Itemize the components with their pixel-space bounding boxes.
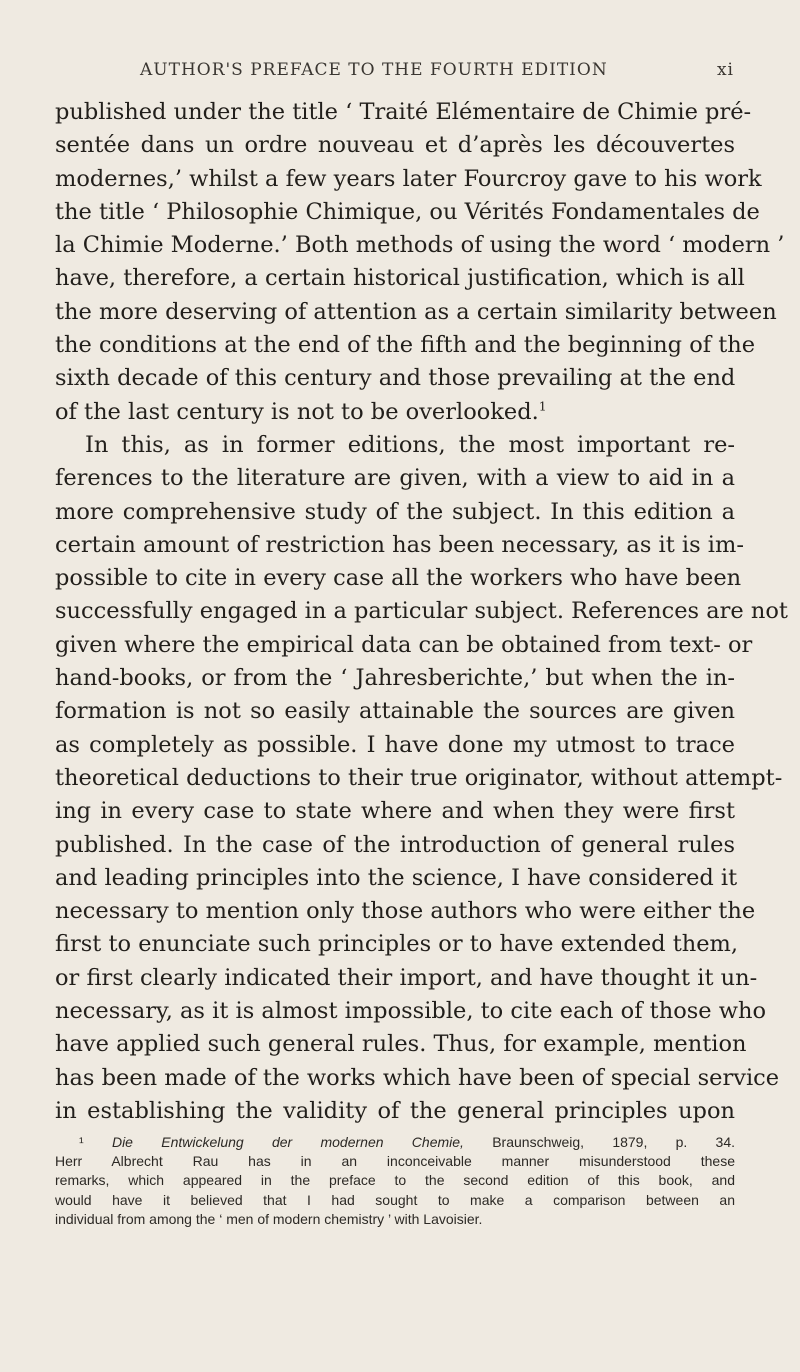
- footnote-line: Herr Albrecht Rau has in an inconceivable manner misunderstood these: [55, 1153, 735, 1170]
- body-text: [55, 96, 788, 1128]
- text-line: has been made of the works which have been of special service: [55, 1064, 780, 1091]
- text-line: possible to cite in every case all the workers who have been: [55, 565, 742, 592]
- running-head: [140, 60, 734, 80]
- text-line: formation is not so easily attainable the sources are given: [55, 698, 735, 725]
- footnote-marker: ¹: [79, 1134, 84, 1150]
- text-line: the title ‘ Philosophie Chimique, ou Vérités Fondamentales de: [55, 198, 760, 225]
- footnote-block: [55, 1133, 735, 1229]
- text-line: necessary, as it is almost impossible, to cite each of those who: [55, 998, 767, 1025]
- text-line: ing in every case to state where and when they were first: [55, 798, 735, 825]
- text-line: and leading principles into the science, I have considered it: [55, 864, 738, 891]
- text-line: given where the empirical data can be obtained from text- or: [55, 631, 753, 658]
- text-line: have, therefore, a certain historical justification, which is all: [55, 265, 745, 292]
- text-line-paragraph-end: [55, 396, 735, 429]
- text-line-paragraph-start: In this, as in former editions, the most important re-: [85, 431, 735, 458]
- footnote-line: [55, 1133, 735, 1152]
- text-line: modernes,’ whilst a few years later Fourcroy gave to his work: [55, 165, 762, 192]
- text-line: certain amount of restriction has been necessary, as it is im-: [55, 531, 744, 558]
- footnote-line: would have it believed that I had sought to make a comparison between an: [55, 1191, 735, 1208]
- footnote-citation: Braunschweig, 1879, p. 34.: [492, 1134, 736, 1150]
- footnote-cited-title: Die Entwickelung der modernen Chemie,: [111, 1134, 464, 1150]
- text-line: first to enunciate such principles or to have extended them,: [55, 931, 739, 958]
- text-line: la Chimie Moderne.’ Both methods of using the word ‘ modern ’: [55, 232, 785, 259]
- text-line: hand-books, or from the ‘ Jahresberichte,’ but when the in-: [55, 665, 735, 692]
- footnote-line: individual from among the ‘ men of modern chemistry ’ with Lavoisier.: [55, 1210, 483, 1227]
- running-title: AUTHOR'S PREFACE TO THE FOURTH EDITION: [140, 60, 608, 80]
- text-line: published. In the case of the introduction of general rules: [55, 831, 735, 858]
- text-line: ferences to the literature are given, with a view to aid in a: [55, 465, 735, 492]
- text-line: the conditions at the end of the fifth and the beginning of the: [55, 332, 756, 359]
- text-line: successfully engaged in a particular subject. References are not: [55, 598, 788, 625]
- text-line: or first clearly indicated their import, and have thought it un-: [55, 964, 758, 991]
- text-line: as completely as possible. I have done my utmost to trace: [55, 731, 735, 758]
- text-line: more comprehensive study of the subject. In this edition a: [55, 498, 735, 525]
- footnote-reference[interactable]: 1: [538, 399, 547, 414]
- text-line: sixth decade of this century and those prevailing at the end: [55, 365, 736, 392]
- text-line: sentée dans un ordre nouveau et d’après les découvertes: [55, 132, 735, 159]
- footnote-line: remarks, which appeared in the preface to the second edition of this book, and: [55, 1172, 735, 1189]
- text-line: in establishing the validity of the general principles upon: [55, 1097, 735, 1124]
- text-line: theoretical deductions to their true originator, without attempt-: [55, 764, 783, 791]
- page-number: xi: [716, 60, 734, 80]
- text-line-content: of the last century is not to be overlooked.: [55, 398, 539, 425]
- text-line: the more deserving of attention as a certain similarity between: [55, 298, 777, 325]
- text-line: have applied such general rules. Thus, for example, mention: [55, 1031, 747, 1058]
- text-line: published under the title ‘ Traité Elémentaire de Chimie pré-: [55, 99, 752, 125]
- text-line: necessary to mention only those authors who were either the: [55, 898, 756, 925]
